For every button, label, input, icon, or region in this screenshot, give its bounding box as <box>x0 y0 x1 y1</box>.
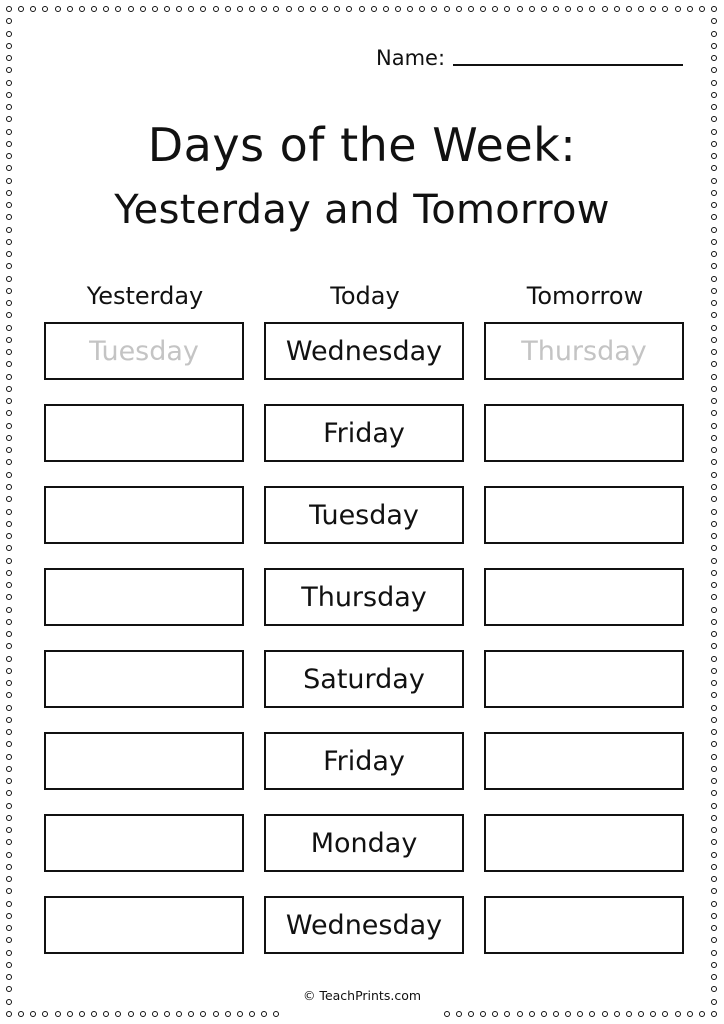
border-dot <box>529 1011 535 1017</box>
border-dot <box>6 594 12 600</box>
border-dot <box>711 31 717 37</box>
border-dot <box>711 680 717 686</box>
border-dot <box>6 349 12 355</box>
border-dot <box>711 937 717 943</box>
border-dot <box>115 1011 121 1017</box>
border-dot <box>249 6 255 12</box>
border-dot <box>468 6 474 12</box>
tomorrow-answer-box[interactable] <box>484 568 684 626</box>
border-dot <box>711 950 717 956</box>
border-dot <box>541 1011 547 1017</box>
border-dot <box>6 925 12 931</box>
border-dot <box>164 1011 170 1017</box>
border-dot <box>55 1011 61 1017</box>
border-dot <box>711 729 717 735</box>
border-dot <box>504 6 510 12</box>
border-dot <box>6 325 12 331</box>
border-dot <box>711 496 717 502</box>
border-dot <box>395 6 401 12</box>
border-dot <box>6 754 12 760</box>
border-dot <box>699 6 705 12</box>
border-dot <box>103 1011 109 1017</box>
border-dot <box>6 778 12 784</box>
border-dot <box>711 361 717 367</box>
border-dot <box>6 582 12 588</box>
border-dot <box>711 410 717 416</box>
border-dot <box>6 361 12 367</box>
border-dot <box>273 1011 279 1017</box>
border-dot <box>711 374 717 380</box>
name-line[interactable] <box>453 64 683 66</box>
border-dot <box>541 6 547 12</box>
border-dot <box>213 6 219 12</box>
border-dot <box>67 1011 73 1017</box>
today-box <box>264 322 464 380</box>
border-dot <box>6 901 12 907</box>
border-dot <box>200 1011 206 1017</box>
border-dot <box>711 398 717 404</box>
border-dot <box>128 1011 134 1017</box>
border-dot <box>6 435 12 441</box>
column-header-today: Today <box>330 282 400 310</box>
border-dot <box>6 55 12 61</box>
border-dot <box>6 950 12 956</box>
border-dot <box>6 312 12 318</box>
yesterday-answer-box[interactable] <box>44 896 244 954</box>
border-dot <box>711 447 717 453</box>
border-dot <box>711 668 717 674</box>
border-dot <box>310 6 316 12</box>
border-dot <box>6 80 12 86</box>
border-dot <box>492 1011 498 1017</box>
border-dot <box>589 6 595 12</box>
border-dot <box>6 876 12 882</box>
yesterday-text: Tuesday <box>89 335 199 367</box>
border-dot <box>6 545 12 551</box>
today-box <box>264 568 464 626</box>
border-dot <box>711 631 717 637</box>
border-dot <box>711 778 717 784</box>
border-dot <box>711 558 717 564</box>
worksheet-title: Days of the Week: <box>147 118 577 172</box>
tomorrow-answer-box[interactable] <box>484 896 684 954</box>
border-dot <box>711 521 717 527</box>
border-dot <box>6 300 12 306</box>
border-dot <box>492 6 498 12</box>
border-dot <box>6 766 12 772</box>
name-field <box>376 46 683 70</box>
border-dot <box>711 104 717 110</box>
border-dot <box>626 1011 632 1017</box>
border-dot <box>711 827 717 833</box>
border-dot <box>602 1011 608 1017</box>
border-dot <box>6 913 12 919</box>
border-dot <box>164 6 170 12</box>
yesterday-answer-box[interactable] <box>44 404 244 462</box>
border-dot <box>6 509 12 515</box>
border-dot <box>6 251 12 257</box>
border-dot <box>711 55 717 61</box>
tomorrow-answer-box[interactable] <box>484 650 684 708</box>
border-dot <box>711 582 717 588</box>
border-dot <box>675 6 681 12</box>
border-dot <box>298 6 304 12</box>
border-dot <box>711 263 717 269</box>
border-dot <box>152 1011 158 1017</box>
border-dot <box>711 815 717 821</box>
border-dot <box>371 6 377 12</box>
border-dot <box>6 337 12 343</box>
border-dot <box>79 6 85 12</box>
border-dot <box>711 888 717 894</box>
border-dot <box>200 6 206 12</box>
border-dot <box>6 6 12 12</box>
border-dot <box>6 619 12 625</box>
border-dot <box>711 349 717 355</box>
today-text: Tuesday <box>309 499 419 531</box>
tomorrow-answer-box[interactable] <box>484 814 684 872</box>
border-dot <box>711 545 717 551</box>
today-box <box>264 814 464 872</box>
border-dot <box>6 643 12 649</box>
today-box <box>264 404 464 462</box>
border-dot <box>711 312 717 318</box>
tomorrow-text: Thursday <box>521 335 647 367</box>
border-dot <box>711 643 717 649</box>
border-dot <box>6 374 12 380</box>
border-dot <box>6 607 12 613</box>
border-dot <box>711 754 717 760</box>
border-dot <box>468 1011 474 1017</box>
border-dot <box>687 6 693 12</box>
yesterday-answer-box[interactable] <box>44 732 244 790</box>
border-dot <box>6 398 12 404</box>
border-dot <box>577 6 583 12</box>
border-dot <box>42 6 48 12</box>
border-dot <box>225 6 231 12</box>
border-dot <box>711 717 717 723</box>
border-dot <box>711 925 717 931</box>
border-dot <box>687 1011 693 1017</box>
border-dot <box>711 741 717 747</box>
border-dot <box>103 6 109 12</box>
column-header-yesterday: Yesterday <box>86 282 204 310</box>
border-dot <box>480 6 486 12</box>
yesterday-answer-box[interactable] <box>44 322 244 380</box>
border-dot <box>6 815 12 821</box>
border-dot <box>261 1011 267 1017</box>
border-dot <box>6 423 12 429</box>
border-dot <box>6 656 12 662</box>
border-dot <box>176 1011 182 1017</box>
border-dot <box>711 509 717 515</box>
border-dot <box>6 692 12 698</box>
border-dot <box>176 6 182 12</box>
border-dot <box>711 337 717 343</box>
border-dot <box>553 6 559 12</box>
border-dot <box>614 1011 620 1017</box>
border-dot <box>602 6 608 12</box>
worksheet-subtitle: Yesterday and Tomorrow <box>114 187 610 233</box>
border-dot <box>650 6 656 12</box>
yesterday-answer-box[interactable] <box>44 486 244 544</box>
border-dot <box>711 325 717 331</box>
border-dot <box>322 6 328 12</box>
border-dot <box>30 1011 36 1017</box>
border-dot <box>249 1011 255 1017</box>
border-dot <box>225 1011 231 1017</box>
border-dot <box>626 6 632 12</box>
border-dot <box>6 92 12 98</box>
column-header-tomorrow: Tomorrow <box>526 282 644 310</box>
border-dot <box>6 631 12 637</box>
border-dot <box>6 104 12 110</box>
today-box <box>264 732 464 790</box>
border-dot <box>711 288 717 294</box>
border-dot <box>6 521 12 527</box>
border-dot <box>711 656 717 662</box>
border-dot <box>6 717 12 723</box>
border-dot <box>6 410 12 416</box>
border-dot <box>711 901 717 907</box>
border-dot <box>517 1011 523 1017</box>
border-dot <box>261 6 267 12</box>
border-dot <box>711 852 717 858</box>
border-dot <box>6 288 12 294</box>
border-dot <box>6 533 12 539</box>
border-dot <box>6 790 12 796</box>
border-dot <box>711 619 717 625</box>
border-dot <box>213 1011 219 1017</box>
today-box <box>264 896 464 954</box>
border-dot <box>711 6 717 12</box>
border-dot <box>6 680 12 686</box>
border-dot <box>6 803 12 809</box>
border-dot <box>6 18 12 24</box>
border-dot <box>711 67 717 73</box>
border-dot <box>711 692 717 698</box>
border-dot <box>6 974 12 980</box>
border-dot <box>334 6 340 12</box>
today-text: Friday <box>323 417 405 449</box>
border-dot <box>650 1011 656 1017</box>
today-text: Monday <box>310 827 418 859</box>
border-dot <box>6 43 12 49</box>
border-dot <box>6 263 12 269</box>
border-dot <box>6 178 12 184</box>
border-dot <box>6 447 12 453</box>
border-dot <box>6 827 12 833</box>
border-dot <box>6 459 12 465</box>
border-dot <box>6 705 12 711</box>
border-dot <box>711 790 717 796</box>
border-dot <box>711 43 717 49</box>
border-dot <box>711 472 717 478</box>
border-dot <box>711 533 717 539</box>
border-dot <box>6 484 12 490</box>
border-dot <box>6 558 12 564</box>
border-dot <box>273 6 279 12</box>
border-dot <box>30 6 36 12</box>
border-dot <box>128 6 134 12</box>
border-dot <box>589 1011 595 1017</box>
today-box <box>264 486 464 544</box>
border-dot <box>711 839 717 845</box>
yesterday-answer-box[interactable] <box>44 814 244 872</box>
border-dot <box>6 839 12 845</box>
border-dot <box>6 852 12 858</box>
border-dot <box>188 1011 194 1017</box>
border-dot <box>711 300 717 306</box>
today-text: Wednesday <box>285 335 443 367</box>
border-dot <box>91 6 97 12</box>
border-dot <box>188 6 194 12</box>
border-dot <box>6 570 12 576</box>
tomorrow-answer-box[interactable] <box>484 322 684 380</box>
border-dot <box>711 484 717 490</box>
border-dot <box>237 1011 243 1017</box>
border-dot <box>6 1011 12 1017</box>
border-dot <box>711 864 717 870</box>
border-dot <box>237 6 243 12</box>
border-dot <box>42 1011 48 1017</box>
border-dot <box>662 6 668 12</box>
border-dot <box>286 6 292 12</box>
yesterday-answer-box[interactable] <box>44 568 244 626</box>
yesterday-answer-box[interactable] <box>44 650 244 708</box>
border-dot <box>711 766 717 772</box>
border-dot <box>18 6 24 12</box>
border-dot <box>638 1011 644 1017</box>
border-dot <box>419 6 425 12</box>
border-dot <box>504 1011 510 1017</box>
tomorrow-answer-box[interactable] <box>484 732 684 790</box>
border-dot <box>711 18 717 24</box>
border-dot <box>577 1011 583 1017</box>
border-dot <box>6 67 12 73</box>
border-dot <box>614 6 620 12</box>
border-dot <box>711 705 717 711</box>
border-dot <box>456 6 462 12</box>
border-dot <box>6 668 12 674</box>
border-dot <box>6 888 12 894</box>
border-dot <box>638 6 644 12</box>
border-dot <box>152 6 158 12</box>
border-dot <box>6 276 12 282</box>
border-dot <box>517 6 523 12</box>
border-dot <box>711 1011 717 1017</box>
border-dot <box>711 570 717 576</box>
border-dot <box>6 729 12 735</box>
border-dot <box>407 6 413 12</box>
border-dot <box>711 80 717 86</box>
border-dot <box>711 607 717 613</box>
border-dot <box>711 594 717 600</box>
border-dot <box>711 962 717 968</box>
border-dot <box>456 1011 462 1017</box>
border-dot <box>18 1011 24 1017</box>
border-dot <box>6 472 12 478</box>
border-dot <box>115 6 121 12</box>
border-dot <box>711 276 717 282</box>
border-dot <box>662 1011 668 1017</box>
tomorrow-answer-box[interactable] <box>484 404 684 462</box>
border-dot <box>91 1011 97 1017</box>
border-dot <box>711 435 717 441</box>
border-dot <box>55 6 61 12</box>
tomorrow-answer-box[interactable] <box>484 486 684 544</box>
border-dot <box>6 239 12 245</box>
border-dot <box>711 974 717 980</box>
today-text: Wednesday <box>285 909 443 941</box>
border-dot <box>6 937 12 943</box>
border-dot <box>67 6 73 12</box>
border-dot <box>565 6 571 12</box>
border-dot <box>6 31 12 37</box>
border-dot <box>6 741 12 747</box>
border-dot <box>711 423 717 429</box>
border-dot <box>711 239 717 245</box>
border-dot <box>480 1011 486 1017</box>
border-dot <box>565 1011 571 1017</box>
border-dot <box>711 178 717 184</box>
border-dot <box>6 386 12 392</box>
copyright-footer: © TeachPrints.com <box>302 988 422 1003</box>
border-dot <box>79 1011 85 1017</box>
border-dot <box>711 459 717 465</box>
border-dot <box>711 876 717 882</box>
border-dot <box>444 1011 450 1017</box>
border-dot <box>711 803 717 809</box>
border-dot <box>359 6 365 12</box>
border-dot <box>6 962 12 968</box>
border-dot <box>431 6 437 12</box>
border-dot <box>553 1011 559 1017</box>
border-dot <box>675 1011 681 1017</box>
border-dot <box>346 6 352 12</box>
border-dot <box>140 1011 146 1017</box>
border-dot <box>383 6 389 12</box>
name-label: Name: <box>376 46 446 70</box>
border-dot <box>6 496 12 502</box>
border-dot <box>444 6 450 12</box>
today-text: Thursday <box>301 581 427 613</box>
today-box <box>264 650 464 708</box>
border-dot <box>6 864 12 870</box>
border-dot <box>699 1011 705 1017</box>
border-dot <box>711 386 717 392</box>
border-dot <box>711 913 717 919</box>
border-dot <box>711 251 717 257</box>
today-text: Saturday <box>303 663 425 695</box>
border-dot <box>711 92 717 98</box>
border-dot <box>140 6 146 12</box>
today-text: Friday <box>323 745 405 777</box>
border-dot <box>529 6 535 12</box>
